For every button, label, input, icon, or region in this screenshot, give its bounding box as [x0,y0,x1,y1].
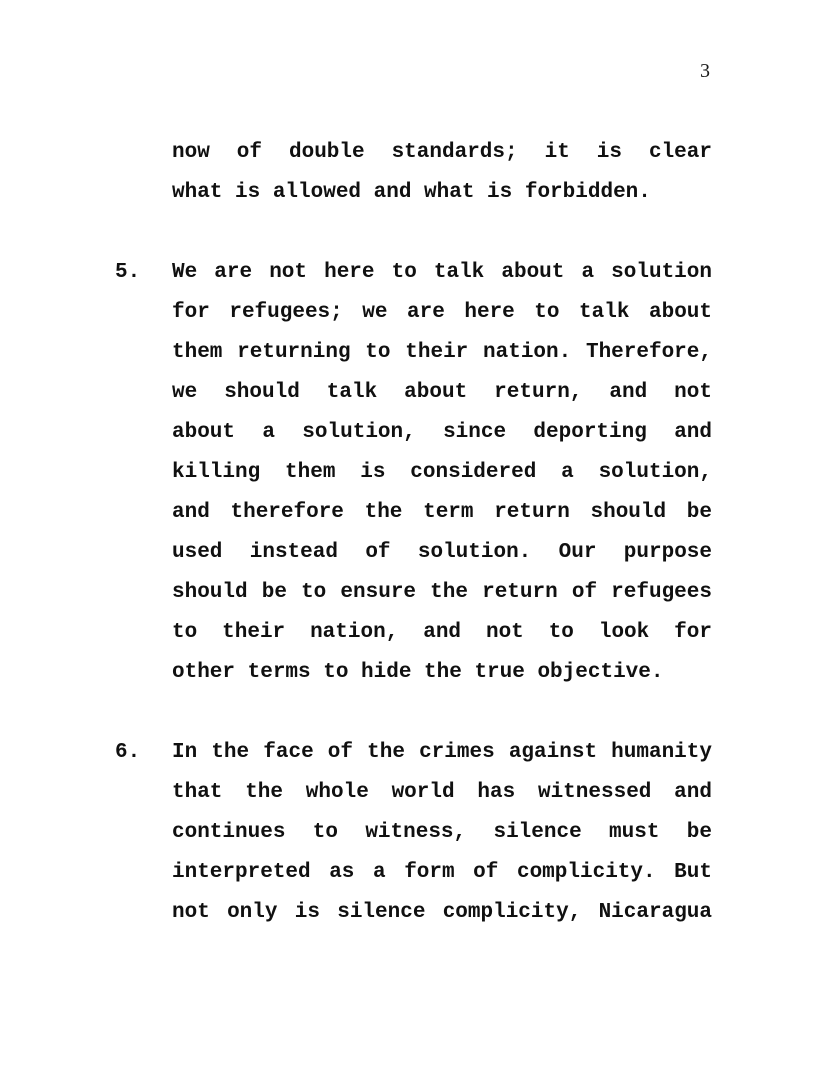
page-number: 3 [700,60,710,82]
text-line: to their nation, and not to look for [172,621,712,644]
text-line: we should talk about return, and not [172,381,712,404]
text-line: not only is silence complicity, Nicaragua [172,901,712,924]
text-line: them returning to their nation. Therefore, [172,341,712,364]
text-line: killing them is considered a solution, [172,461,712,484]
text-line: used instead of solution. Our purpose [172,541,712,564]
text-line: what is allowed and what is forbidden. [172,181,651,204]
paragraph-item-6 [115,733,712,933]
paragraph-continuation [172,133,712,213]
text-line: for refugees; we are here to talk about [172,301,712,324]
text-line: interpreted as a form of complicity. But [172,861,712,884]
text-line: and therefore the term return should be [172,501,712,524]
text-line: about a solution, since deporting and [172,421,712,444]
item-number: 6. [115,741,141,764]
text-line: In the face of the crimes against humanity [172,741,712,764]
text-line: We are not here to talk about a solution [172,261,712,284]
text-line: other terms to hide the true objective. [172,661,664,684]
text-line: should be to ensure the return of refugees [172,581,712,604]
body-text [115,133,712,933]
paragraph-item-5 [115,253,712,693]
text-line: that the whole world has witnessed and [172,781,712,804]
item-number: 5. [115,261,141,284]
text-line: now of double standards; it is clear [172,141,712,164]
text-line: continues to witness, silence must be [172,821,712,844]
